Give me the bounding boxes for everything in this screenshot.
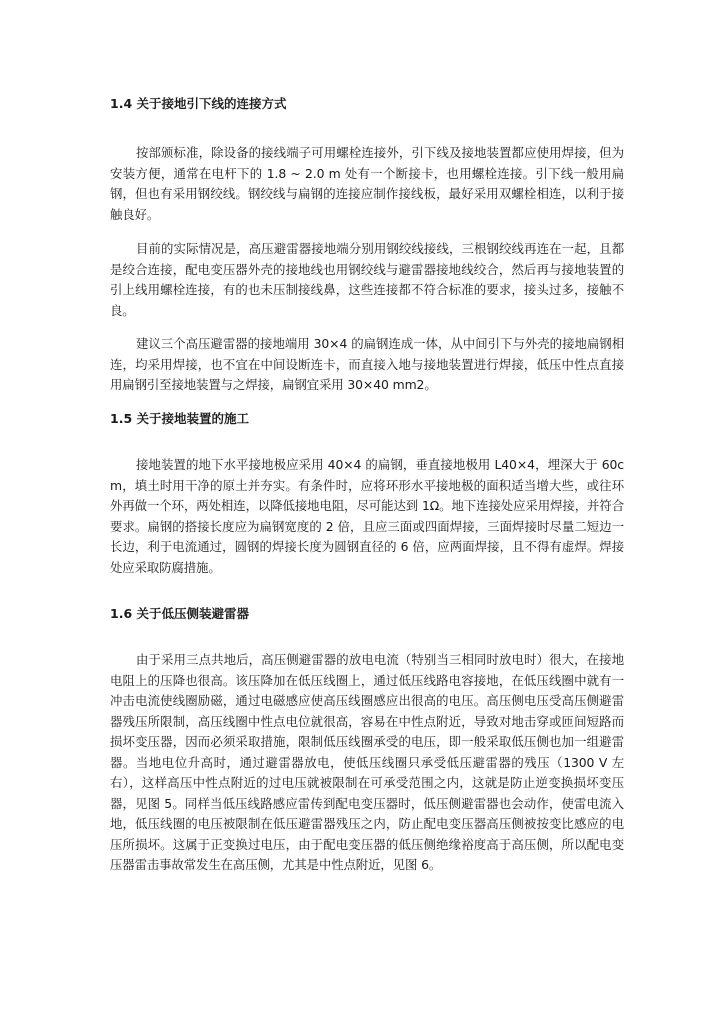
paragraph: 目前的实际情况是，高压避雷器接地端分别用钢绞线接线，三根钢绞线再连在一起，且都是绞合连接，配电变压器外壳的接地线也用钢绞线与避雷器接地线绞合，然后再与接地装置的引上线用螺栓连接，有的也未压制接线鼻，这些连接都不符合标准的要求，接头过多，接触不良。	[110, 241, 624, 318]
paragraph: 按部颁标准，除设备的接线端子可用螺栓连接外，引下线及接地装置都应使用焊接，但为安装方便，通常在电杆下的 1.8 ~ 2.0 m 处有一个断接卡，也用螺栓连接。引下线一般用扁钢，但也有采用钢绞线。钢绞线与扁钢的连接应制作接线板，最好采用双螺栓相连，以利于接触良好。	[110, 145, 624, 222]
section-heading-1-5: 1.5 关于接地装置的施工	[110, 411, 249, 426]
paragraph: 建议三个高压避雷器的接地端用 30×4 的扁钢连成一体，从中间引下与外壳的接地扁钢相连，均采用焊接，也不宜在中间设断连卡，而直接入地与接地装置进行焊接，低压中性点直接用扁钢引至接地装置与之焊接，扁钢宜采用 30×40 mm2。	[110, 336, 624, 392]
section-heading-1-6: 1.6 关于低压侧装避雷器	[110, 606, 249, 621]
paragraph: 由于采用三点共地后，高压侧避雷器的放电电流（特别当三相同时放电时）很大，在接地电阻上的压降也很高。该压降加在低压线圈上，通过低压线路电容接地，在低压线圈中就有一冲击电流使线圈励磁，通过电磁感应使高压线圈感应出很高的电压。高压侧电压受高压侧避雷器残压所限制，高压线圈中性点电位就很高，容易在中性点附近，导致对地击穿或匝间短路而损坏变压器，因而必须采取措施，限制低压线圈承受的电压，即一般采取低压侧也加一组避雷器。当地电位升高时，通过避雷器放电，使低压线圈只承受低压避雷器的残压（1300 V 左右），这样高压中性点附近的过电压就被限制在可承受范围之内，这就是防止逆变换损坏变压器，见图 5。同样当低压线路感应雷传到配电变压器时，低压侧避雷器也会动作，使雷电流入地，低压线圈的电压被限制在低压避雷器残压之内，防止配电变压器高压侧被按变比感应的电压所损坏。这属于正变换过电压，由于配电变压器的低压侧绝缘裕度高于高压侧，所以配电变压器雷击事故常发生在高压侧，尤其是中性点附近，见图 6。	[110, 652, 624, 872]
paragraph: 接地装置的地下水平接地极应采用 40×4 的扁钢，垂直接地极用 L40×4，埋深大于 60cm，填土时用干净的原土并夯实。有条件时，应将环形水平接地极的面积适当增大些，或往环外再做一个环，两处相连，以降低接地电阻，尽可能达到 1Ω。地下连接处应采用焊接，并符合要求。扁钢的搭接长度应为扁钢宽度的 2 倍，且应三面或四面焊接，三面焊接时尽量二短边一长边，利于电流通过，圆钢的焊接长度为圆钢直径的 6 倍，应两面焊接，且不得有虚焊。焊接处应采取防腐措施。	[110, 457, 624, 575]
section-heading-1-4: 1.4 关于接地引下线的连接方式	[110, 96, 287, 111]
